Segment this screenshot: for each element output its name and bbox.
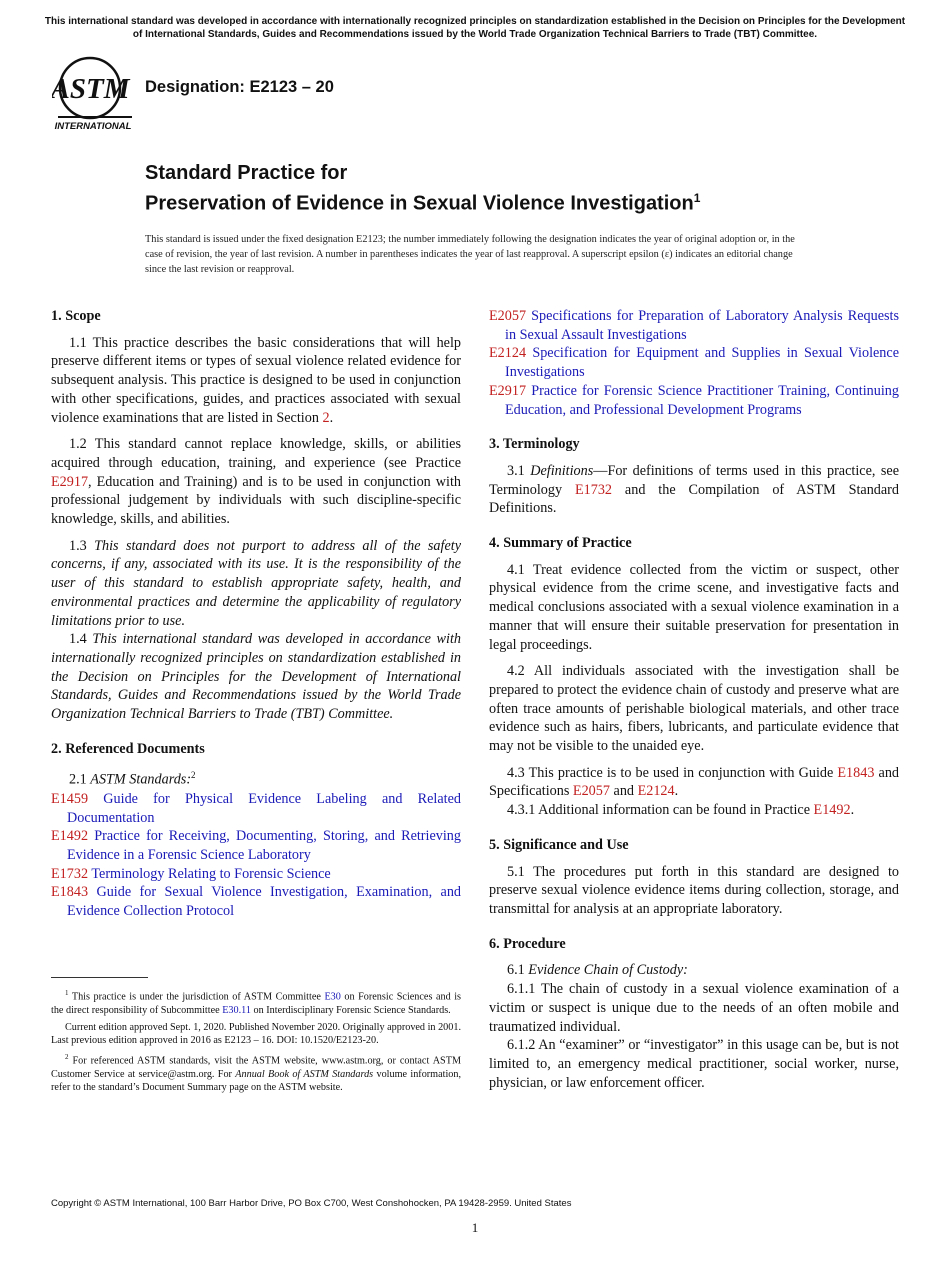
paragraph-4-3: 4.3 This practice is to be used in conjunction with Guide E1843 and Specifications E2057 and E2124. — [489, 764, 900, 800]
committee-link[interactable]: E30 — [324, 991, 341, 1003]
paragraph-2-1: 2.1 ASTM Standards:$^2$ — [69, 770, 196, 789]
right-column — [489, 307, 899, 1092]
international-standard-notice: This international standard was developed in accordance with internationally recognized principles on standardization established in the Decision on Principles for the Development of International Standards, Guides and Recommendations issued by the World Trade Organization Technical Barriers to Trade (TBT) Committee. — [44, 16, 906, 40]
page-number: 1 — [471, 1220, 479, 1235]
paragraph-1-2: 1.2 This standard cannot replace knowledge, skills, or abilities acquired through education, training, and experience (see Practice E2917, Education and Training) and is to be used in conjunction with professional judgement by individuals with such discipline-specific knowledge, skills, and abilities. — [51, 436, 461, 528]
standard-link[interactable]: E1843 — [837, 764, 875, 781]
footnote-divider — [51, 977, 148, 978]
footnote-2: $^2$ For referenced ASTM standards, visit the ASTM website, www.astm.org, or contact ASTM Customer Service at service@astm.org. For Annual Book of ASTM Standards volume information, refer to the standard’s Document Summary page on the ASTM website. — [51, 1052, 462, 1094]
paragraph-4-1: 4.1 Treat evidence collected from the victim or suspect, other physical evidence from the crime scene, and investigative facts and medical conclusions associated with a sexual violence examination in a manner that will ensure their suitable preservation for presentation in legal proceedings. — [489, 561, 899, 653]
paragraph-4-3-1: 4.3.1 Additional information can be found in Practice E1492. — [507, 802, 855, 819]
reference-item[interactable]: E2057 Specifications for Preparation of Laboratory Analysis Requests in Sexual Assault Investigations — [489, 308, 900, 343]
page-title — [145, 161, 700, 217]
logo-subtitle: INTERNATIONAL — [54, 121, 132, 132]
section-heading-referenced: 2. Referenced Documents — [51, 740, 205, 757]
reference-item[interactable]: E2917 Practice for Forensic Science Practitioner Training, Continuing Education, and Professional Development Programs — [489, 382, 899, 418]
standard-link[interactable]: E1492 — [813, 802, 851, 819]
paragraph-3-1: 3.1 Definitions—For definitions of terms used in this practice, see Terminology E1732 and the Compilation of ASTM Standard Definitions. — [489, 462, 900, 517]
standard-link[interactable]: E1732 — [574, 481, 613, 498]
reference-item[interactable]: E1732 Terminology Relating to Forensic Science — [51, 865, 331, 882]
standard-link[interactable]: E2057 — [572, 783, 610, 800]
standard-link[interactable]: E2917 — [51, 473, 89, 490]
astm-logo — [52, 56, 136, 132]
paragraph-6-1-2: 6.1.2 An “examiner” or “investigator” in this usage can be, but is not limited to, an emergency medical practitioner, social worker, nurse, physician, or law enforcement officer. — [489, 1037, 899, 1091]
paragraph-4-2: 4.2 All individuals associated with the investigation shall be prepared to protect the evidence chain of custody and preserve what are often trace amounts of perishable biological materials, and other trace evidence such as hairs, fibers, lubricants, and particulate evidence that may not be visible to the unaided eye. — [489, 663, 899, 755]
title-line-2: Preservation of Evidence in Sexual Violence Investigation — [145, 192, 694, 215]
paragraph-5-1: 5.1 The procedures put forth in this standard are designed to preserve sexual violence evidence items during collection, storage, and transmittal for analysis at an appropriate laboratory. — [489, 863, 899, 917]
footnote-1: $^1$ This practice is under the jurisdiction of ASTM Committee E30 on Forensic Sciences and is the direct responsibility of Subcommittee E30.11 on Interdisciplinary Forensic Science Standards. — [51, 989, 461, 1016]
paragraph-6-1-1: 6.1.1 The chain of custody in a sexual violence examination of a victim or suspect is unique due to the needs of an often mobile and traumatized individual. — [489, 981, 899, 1035]
section-heading-significance: 5. Significance and Use — [489, 836, 629, 853]
standard-link[interactable]: E2124 — [637, 783, 675, 800]
footnotes — [51, 987, 461, 1098]
reference-item[interactable]: E1843 Guide for Sexual Violence Investigation, Examination, and Evidence Collection Protocol — [51, 884, 462, 920]
title-line-1: Standard Practice for — [145, 162, 348, 184]
paragraph-1-1: 1.1 This practice describes the basic considerations that will help preserve different items or types of sexual violence related evidence for subsequent analysis. This practice is designed to be used in conjunction with other specifications, guides, and practices associated with sexual violence examinations that are listed in Section 2. — [51, 334, 461, 426]
paragraph-1-4: 1.4 This international standard was developed in accordance with internationally recognized principles on standardization established in the Decision on Principles for the Development of International Standards, Guides and Recommendations issued by the World Trade Organization Technical Barriers to Trade (TBT) Committee. — [51, 631, 461, 723]
issued-note: This standard is issued under the fixed designation E2123; the number immediately following the designation indicates the year of original adoption or, in the case of revision, the year of last revision. A number in parentheses indicates the year of last reapproval. A superscript epsilon (ε) indicates an editorial change since the last revision or reapproval. — [145, 234, 795, 275]
footnote-current-edition: Current edition approved Sept. 1, 2020. Published November 2020. Originally approved in 2001. Last previous edition approved in 2016 as E2123 – 16. DOI: 10.1520/E2123-20. — [51, 1021, 461, 1047]
section-link[interactable]: 2 — [322, 409, 330, 426]
subcommittee-link[interactable]: E30.11 — [222, 1004, 251, 1016]
title-footnote-mark: 1 — [693, 191, 701, 205]
paragraph-6-1: 6.1 Evidence Chain of Custody: — [507, 962, 688, 979]
section-heading-scope: 1. Scope — [51, 308, 101, 324]
reference-item[interactable]: E1492 Practice for Receiving, Documenting, Storing, and Retrieving Evidence in a Forensic Science Laboratory — [51, 828, 461, 864]
reference-item[interactable]: E1459 Guide for Physical Evidence Labeling and Related Documentation — [51, 790, 461, 826]
copyright-line: Copyright © ASTM International, 100 Barr Harbor Drive, PO Box C700, West Conshohocken, PA 19428-2959. United States — [51, 1198, 572, 1209]
section-heading-terminology: 3. Terminology — [489, 436, 580, 453]
section-heading-summary: 4. Summary of Practice — [489, 535, 632, 552]
paragraph-1-3: 1.3 This standard does not purport to address all of the safety concerns, if any, associated with its use. It is the responsibility of the user of this standard to establish appropriate safety, health, and environmental practices and determine the applicability of regulatory limitations prior to use. — [51, 537, 461, 629]
designation: Designation: E2123 – 20 — [145, 78, 334, 96]
section-heading-procedure: 6. Procedure — [489, 935, 566, 952]
left-column — [51, 307, 461, 921]
logo-letters: ASTM — [52, 73, 130, 105]
reference-item[interactable]: E2124 Specification for Equipment and Supplies in Sexual Violence Investigations — [489, 345, 899, 381]
